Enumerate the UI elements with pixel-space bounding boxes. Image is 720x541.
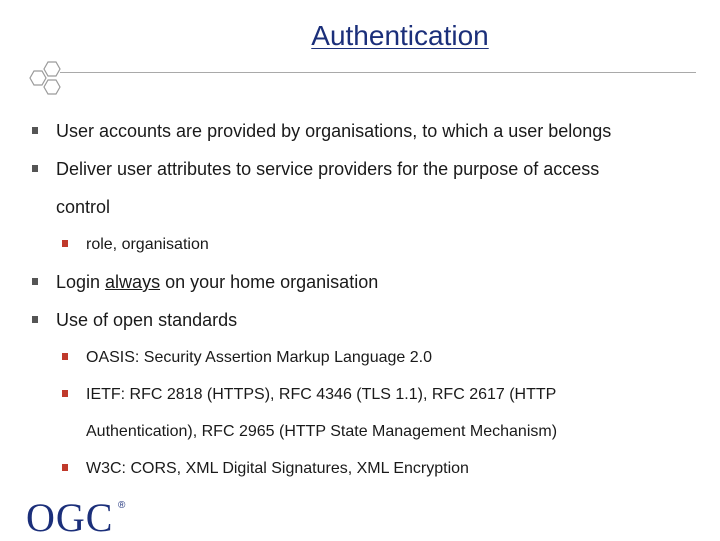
bullet-text-emphasis: always	[105, 272, 161, 292]
sub-bullet-item	[30, 339, 700, 376]
sub-bullet-text: IETF: RFC 2818 (HTTPS), RFC 4346 (TLS 1.1), RFC 2617 (HTTP	[86, 386, 557, 403]
title-divider	[60, 72, 696, 73]
sub-bullet-text-continuation: Authentication), RFC 2965 (HTTP State Management Mechanism)	[86, 423, 558, 440]
bullet-text-continuation: control	[56, 197, 111, 217]
bullet-text: Use of open standards	[56, 310, 238, 330]
bullet-list	[30, 112, 700, 487]
bullet-text-post: on your home organisation	[160, 272, 379, 292]
sub-bullet-item	[30, 376, 700, 450]
sub-bullet-item	[30, 226, 700, 263]
sub-bullet-text: W3C: CORS, XML Digital Signatures, XML Encryption	[86, 460, 469, 477]
bullet-text: Deliver user attributes to service providers for the purpose of access	[56, 159, 600, 179]
sub-bullet-text: role, organisation	[86, 236, 209, 253]
bullet-item	[30, 150, 700, 226]
bullet-item	[30, 263, 700, 301]
bullet-text-pre: Login	[56, 272, 106, 292]
ogc-logo: OGC	[26, 495, 114, 540]
slide-title: Authentication	[311, 20, 489, 51]
bullet-item	[30, 301, 700, 339]
sub-bullet-text: OASIS: Security Assertion Markup Language 2.0	[86, 349, 432, 366]
hexagon-cluster-icon	[26, 58, 72, 102]
bullet-item	[30, 112, 700, 150]
bullet-text: User accounts are provided by organisations, to which a user belongs	[56, 121, 612, 141]
registered-mark: ®	[118, 500, 126, 511]
sub-bullet-item	[30, 450, 700, 487]
